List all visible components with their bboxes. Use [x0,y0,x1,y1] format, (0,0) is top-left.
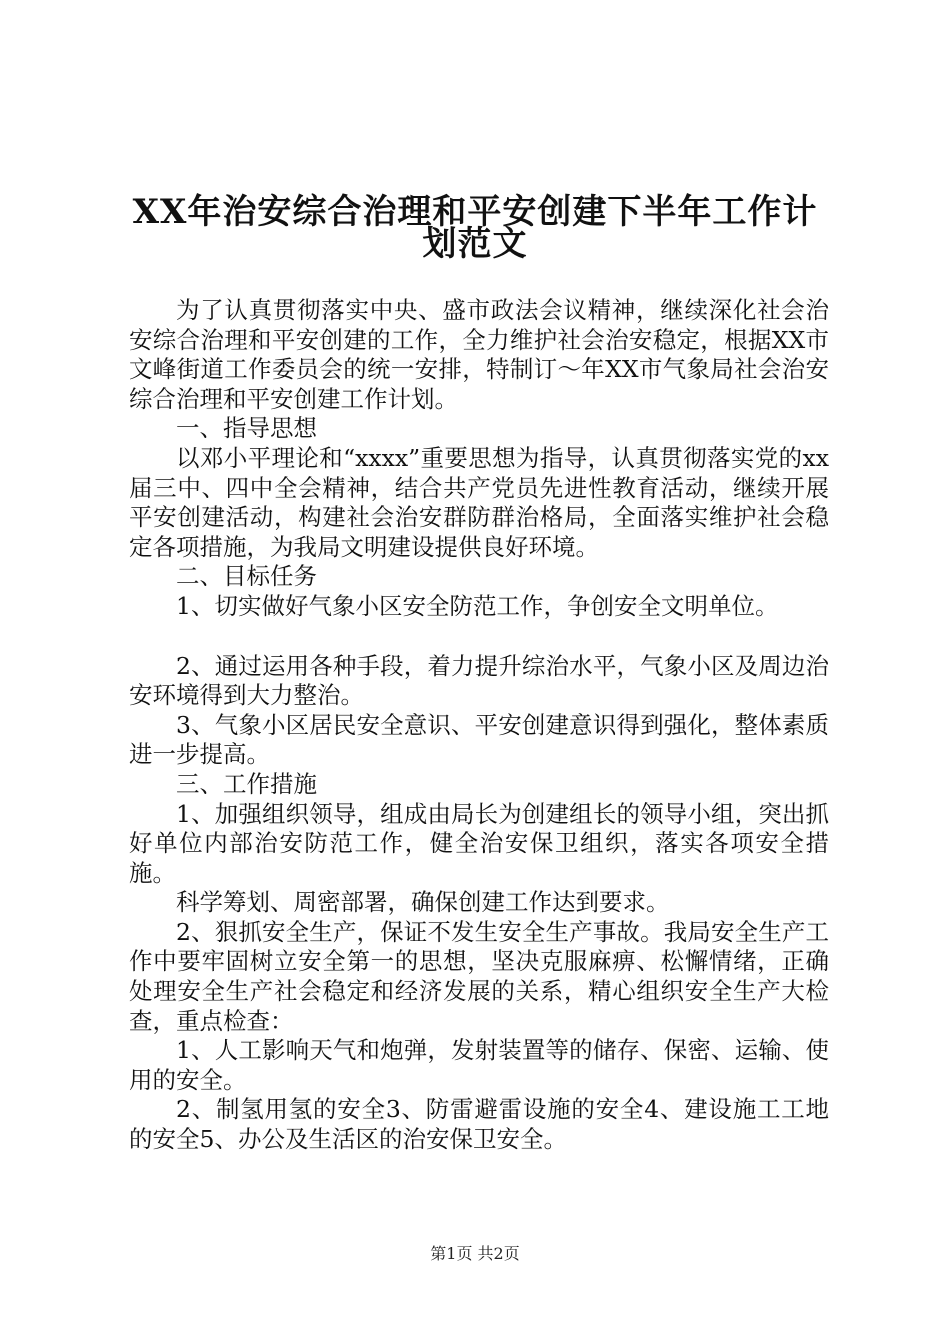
section-heading-measures: 三、工作措施 [176,769,317,798]
measure-item-2: 2、狠抓安全生产，保证不发生安全生产事故。我局安全生产工作中要牢固树立安全第一的思想，坚决克服麻痹、松懈情绪，正确处理安全生产社会稳定和经济发展的关系，精心组织安全生产大检查，重点检查： [129,917,829,1035]
guiding-thought-paragraph: 以邓小平理论和“xxxx”重要思想为指导，认真贯彻落实党的xx届三中、四中全会精神，结合共产党员先进性教育活动，继续开展平安创建活动，构建社会治安群防群治格局，全面落实维护社会稳定各项措施，为我局文明建设提供良好环境。 [129,443,829,561]
check-item-1: 1、人工影响天气和炮弹，发射装置等的储存、保密、运输、使用的安全。 [129,1036,829,1094]
document-body [129,296,829,1155]
section-heading-goals: 二、目标任务 [176,562,317,591]
goal-item-1: 1、切实做好气象小区安全防范工作，争创安全文明单位。 [176,591,779,620]
paragraph-gap [129,622,829,652]
measure-note: 科学筹划、周密部署，确保创建工作达到要求。 [176,888,670,917]
goal-item-2: 2、通过运用各种手段，着力提升综治水平，气象小区及周边治安环境得到大力整治。 [129,651,829,710]
page-footer: 第1页 共2页 [430,1244,520,1263]
document-title-line-1: XX年治安综合治理和平安创建下半年工作计 [132,192,818,232]
document-title-line-2: 划范文 [422,224,528,264]
goal-item-3: 3、气象小区居民安全意识、平安创建意识得到强化，整体素质进一步提高。 [129,710,829,769]
check-item-2-5: 2、制氢用氢的安全3、防雷避雷设施的安全4、建设施工工地的安全5、办公及生活区的治安保卫安全。 [129,1095,829,1154]
section-heading-guiding-thought: 一、指导思想 [176,414,317,443]
measure-item-1: 1、加强组织领导，组成由局长为创建组长的领导小组，突出抓好单位内部治安防范工作，健全治安保卫组织，落实各项安全措施。 [129,799,829,887]
intro-paragraph: 为了认真贯彻落实中央、盛市政法会议精神，继续深化社会治安综合治理和平安创建的工作，全力维护社会治安稳定，根据XX市文峰街道工作委员会的统一安排，特制订～年XX市气象局社会治安综合治理和平安创建工作计划。 [129,296,829,413]
